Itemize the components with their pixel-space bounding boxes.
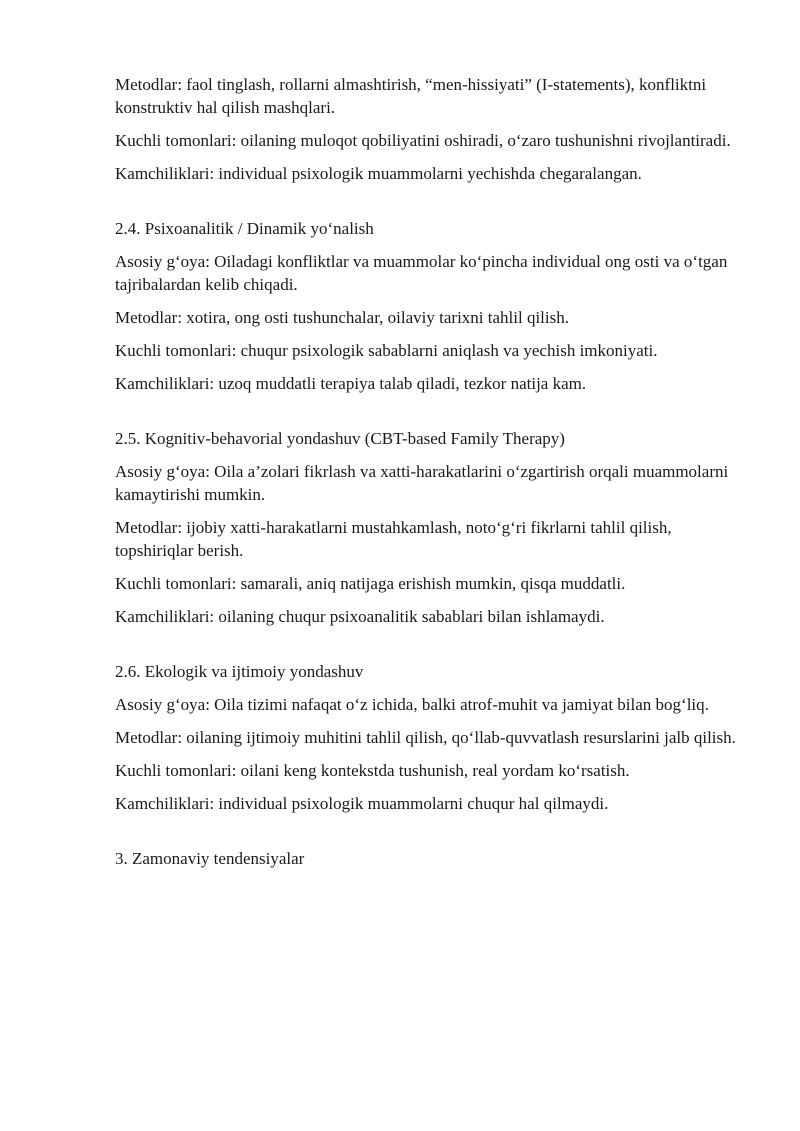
strengths-paragraph: Kuchli tomonlari: oilani keng kontekstda tushunish, real yordam ko‘rsatish. bbox=[115, 761, 630, 780]
methods-paragraph: Metodlar: oilaning ijtimoiy muhitini tahlil qilish, qo‘llab-quvvatlash resurslarini jalb qilish. bbox=[115, 728, 736, 747]
strengths-paragraph: Kuchli tomonlari: samarali, aniq natijaga erishish mumkin, qisqa muddatli. bbox=[115, 574, 626, 593]
section-2-4 bbox=[115, 217, 750, 395]
strengths-paragraph: Kuchli tomonlari: chuqur psixologik sabablarni aniqlash va yechish imkoniyati. bbox=[115, 341, 658, 360]
section-heading: 2.5. Kognitiv-behavorial yondashuv (CBT-based Family Therapy) bbox=[115, 429, 565, 448]
strengths-paragraph: Kuchli tomonlari: oilaning muloqot qobiliyatini oshiradi, o‘zaro tushunishni rivojlantiradi. bbox=[115, 131, 731, 150]
weaknesses-paragraph: Kamchiliklari: oilaning chuqur psixoanalitik sabablari bilan ishlamaydi. bbox=[115, 607, 605, 626]
weaknesses-paragraph: Kamchiliklari: individual psixologik muammolarni chuqur hal qilmaydi. bbox=[115, 794, 609, 813]
section-2-3-continuation bbox=[115, 73, 750, 185]
section-heading: 2.4. Psixoanalitik / Dinamik yo‘nalish bbox=[115, 219, 374, 238]
methods-paragraph: Metodlar: xotira, ong osti tushunchalar, oilaviy tarixni tahlil qilish. bbox=[115, 308, 569, 327]
main-idea-paragraph: Asosiy g‘oya: Oila tizimi nafaqat o‘z ichida, balki atrof-muhit va jamiyat bilan bog‘liq. bbox=[115, 695, 709, 714]
weaknesses-paragraph: Kamchiliklari: uzoq muddatli terapiya talab qiladi, tezkor natija kam. bbox=[115, 374, 587, 393]
document-page bbox=[115, 73, 750, 880]
section-2-5 bbox=[115, 427, 750, 628]
weaknesses-paragraph: Kamchiliklari: individual psixologik muammolarni yechishda chegaralangan. bbox=[115, 164, 642, 183]
methods-paragraph: Metodlar: ijobiy xatti-harakatlarni mustahkamlash, noto‘g‘ri fikrlarni tahlil qilish, topshiriqlar berish. bbox=[115, 518, 672, 560]
section-heading: 3. Zamonaviy tendensiyalar bbox=[115, 849, 305, 868]
section-2-6 bbox=[115, 660, 750, 815]
methods-paragraph: Metodlar: faol tinglash, rollarni almashtirish, “men-hissiyati” (I-statements), konfliktni konstruktiv hal qilish mashqlari. bbox=[115, 75, 707, 117]
main-idea-paragraph: Asosiy g‘oya: Oila a’zolari fikrlash va xatti-harakatlarini o‘zgartirish orqali muammolarni kamaytirishi mumkin. bbox=[115, 462, 729, 504]
main-idea-paragraph: Asosiy g‘oya: Oiladagi konfliktlar va muammolar ko‘pincha individual ong osti va o‘tgan tajribalardan kelib chiqadi. bbox=[115, 252, 728, 294]
section-heading: 2.6. Ekologik va ijtimoiy yondashuv bbox=[115, 662, 364, 681]
section-3 bbox=[115, 847, 750, 870]
